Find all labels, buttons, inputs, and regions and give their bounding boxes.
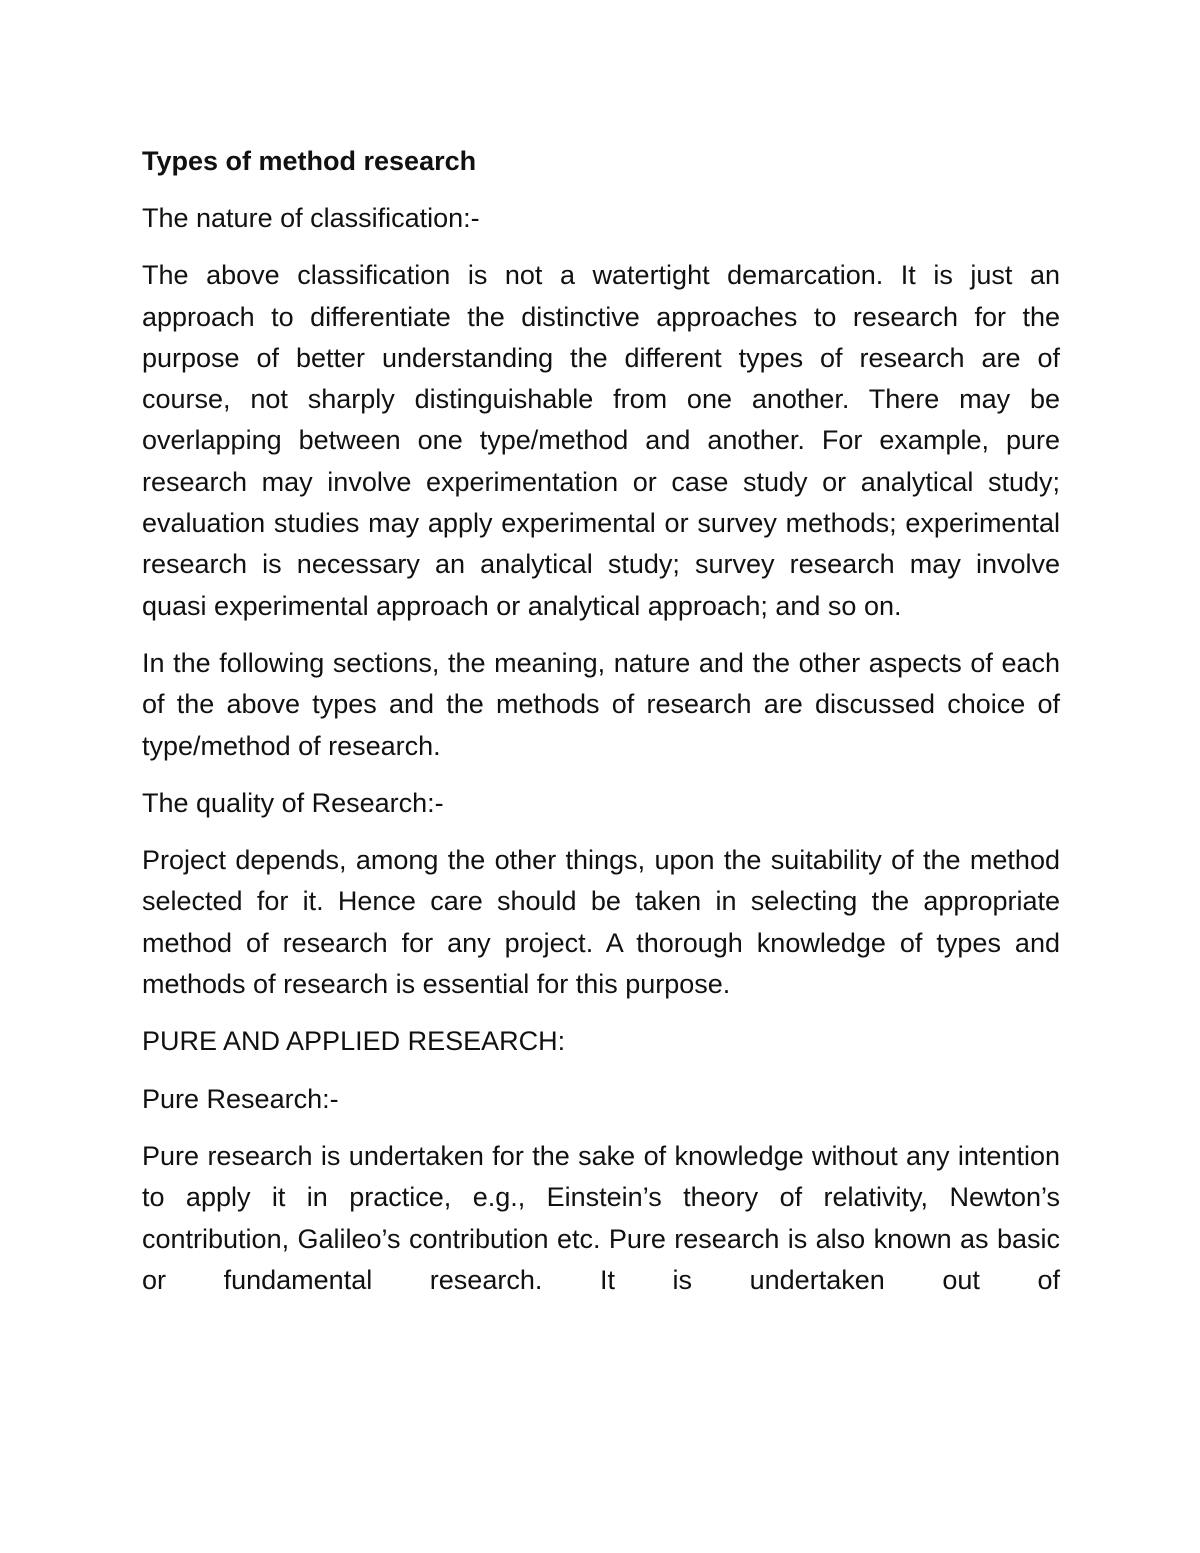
heading-pure-and-applied-research: PURE AND APPLIED RESEARCH: bbox=[142, 1026, 566, 1057]
document-body bbox=[142, 143, 1060, 1317]
paragraph-pure-research: Pure research is undertaken for the sake of knowledge without any intention to apply it in practice, e.g., Einstein’s theory of relativity, Newton’s contribution, Galileo’s contribution etc. Pure research is also known as basic or fundamental research. It is undertaken out of bbox=[142, 1140, 1060, 1295]
heading-quality-of-research: The quality of Research:- bbox=[142, 787, 444, 818]
paragraph-following-sections: In the following sections, the meaning, nature and the other aspects of each of the above types and the methods of research are discussed choice of type/method of research. bbox=[142, 647, 1060, 761]
document-title: Types of method research bbox=[142, 146, 477, 176]
paragraph-nature-of-classification: The above classification is not a watertight demarcation. It is just an approach to differentiate the distinctive approaches to research for the purpose of better understanding the different types of research are of course, not sharply distinguishable from one another. There may be overlapping between one type/method and another. For example, pure research may involve experimentation or case study or analytical study; evaluation studies may apply experimental or survey methods; experimental research is necessary an analytical study; survey research may involve quasi experimental approach or analytical approach; and so on. bbox=[142, 260, 1060, 621]
heading-nature-of-classification: The nature of classification:- bbox=[142, 203, 480, 233]
heading-pure-research: Pure Research:- bbox=[142, 1083, 339, 1114]
paragraph-quality-of-research: Project depends, among the other things, upon the suitability of the method selected for it. Hence care should be taken in selecting the appropriate method of research for any project. A thorough knowledge of types and methods of research is essential for this purpose. bbox=[142, 845, 1060, 1000]
